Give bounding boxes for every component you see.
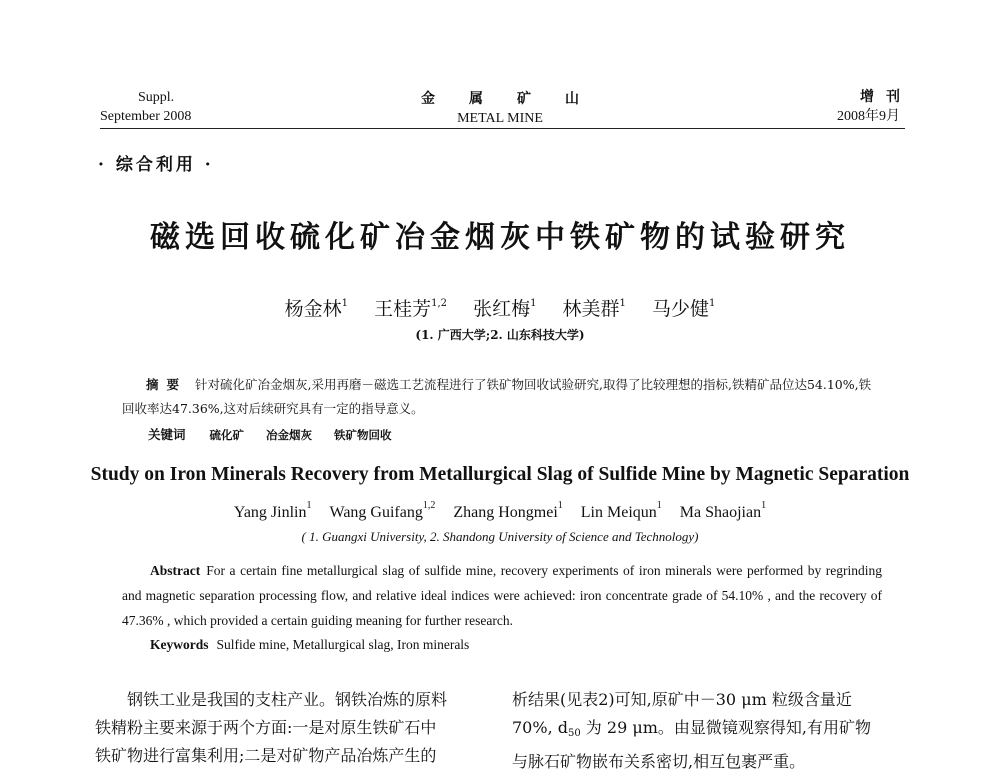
- author-list-en: [0, 500, 1000, 522]
- body-line: 与脉石矿物嵌布关系密切,相互包裹严重。: [512, 752, 806, 771]
- header-rule: [100, 128, 905, 129]
- keywords-label-en: Keywords: [150, 637, 209, 652]
- running-header-right: [837, 88, 912, 126]
- author-list-cn: [0, 294, 1000, 321]
- keyword-cn: 冶金烟灰: [265, 428, 312, 442]
- body-column-left: [95, 686, 490, 770]
- author-cn: 杨金林$^1$: [284, 298, 349, 320]
- keywords-en: [150, 637, 469, 653]
- abstract-en: [122, 558, 882, 633]
- issue-date-en: September 2008: [100, 109, 192, 124]
- abstract-label-en: Abstract: [150, 563, 201, 578]
- section-label: · 综合利用 ·: [98, 155, 214, 175]
- author-cn: 张红梅$^1$: [473, 298, 537, 320]
- paper-title-en: Study on Iron Minerals Recovery from Metallurgical Slag of Sulfide Mine by Magnetic Separation: [90, 464, 910, 485]
- body-line: 铁精粉主要来源于两个方面:一是对原生铁矿石中: [95, 718, 437, 737]
- supplement-label-cn: 增刊: [860, 89, 912, 105]
- keywords-text-en: Sulfide mine, Metallurgical slag, Iron minerals: [216, 637, 470, 652]
- journal-name-cn: 金属矿山: [421, 91, 613, 107]
- journal-name-en: METAL MINE: [457, 111, 543, 126]
- paper-title-cn: 磁选回收硫化矿冶金烟灰中铁矿物的试验研究: [150, 220, 850, 255]
- author-cn: 王桂芳$^{1,2}$: [374, 298, 448, 320]
- author-en: Zhang Hongmei$^1$: [453, 500, 563, 521]
- keywords-cn: [148, 425, 409, 443]
- body-line: 铁矿物进行富集利用;二是对矿物产品冶炼产生的: [95, 746, 437, 765]
- subscript: 50: [567, 728, 581, 739]
- body-line: 钢铁工业是我国的支柱产业。钢铁冶炼的原料: [127, 690, 448, 709]
- author-en: Wang Guifang$^{1,2}$: [329, 500, 436, 521]
- abstract-text-cn: 针对硫化矿冶金烟灰,采用再磨－磁选工艺流程进行了铁矿物回收试验研究,取得了比较理想的指标,铁精矿品位达54.10%,铁回收率达47.36%,这对后续研究具有一定的指导意义。: [122, 377, 872, 416]
- author-en: Lin Meiqun$^1$: [580, 500, 662, 521]
- keyword-cn: 硫化矿: [209, 428, 244, 442]
- affiliation-cn: (1. 广西大学;2. 山东科技大学): [415, 328, 585, 342]
- running-header-left: [100, 88, 191, 126]
- body-column-right: [512, 686, 912, 776]
- abstract-cn: [122, 373, 882, 421]
- author-cn: 马少健$^1$: [651, 298, 716, 320]
- body-line: 70%, $d_{50}$ 为 29 μm。由显微镜观察得知,有用矿物: [512, 718, 871, 739]
- author-en: Yang Jinlin$^1$: [233, 500, 312, 521]
- author-en: Ma Shaojian$^1$: [679, 500, 767, 521]
- affiliation-en: ( 1. Guangxi University, 2. Shandong University of Science and Technology): [301, 529, 699, 544]
- abstract-label-cn: 摘要: [146, 377, 188, 392]
- keywords-label-cn: 关键词: [148, 427, 186, 442]
- keyword-cn: 铁矿物回收: [333, 428, 392, 442]
- author-cn: 林美群$^1$: [562, 298, 626, 320]
- issue-date-cn: 2008年9月: [837, 109, 900, 124]
- running-header-center: [400, 88, 613, 127]
- abstract-text-en: For a certain fine metallurgical slag of sulfide mine, recovery experiments of iron minerals were performed by regrinding and magnetic separation processing flow, and relative ideal indices were achieved: iron concentrate grade of 54.10% , and the recovery of 47.36% , which provided a certain guiding meaning for further research.: [122, 563, 882, 628]
- supplement-label: Suppl.: [138, 90, 175, 105]
- body-line: 析结果(见表2)可知,原矿中－30 μm 粒级含量近: [512, 690, 852, 709]
